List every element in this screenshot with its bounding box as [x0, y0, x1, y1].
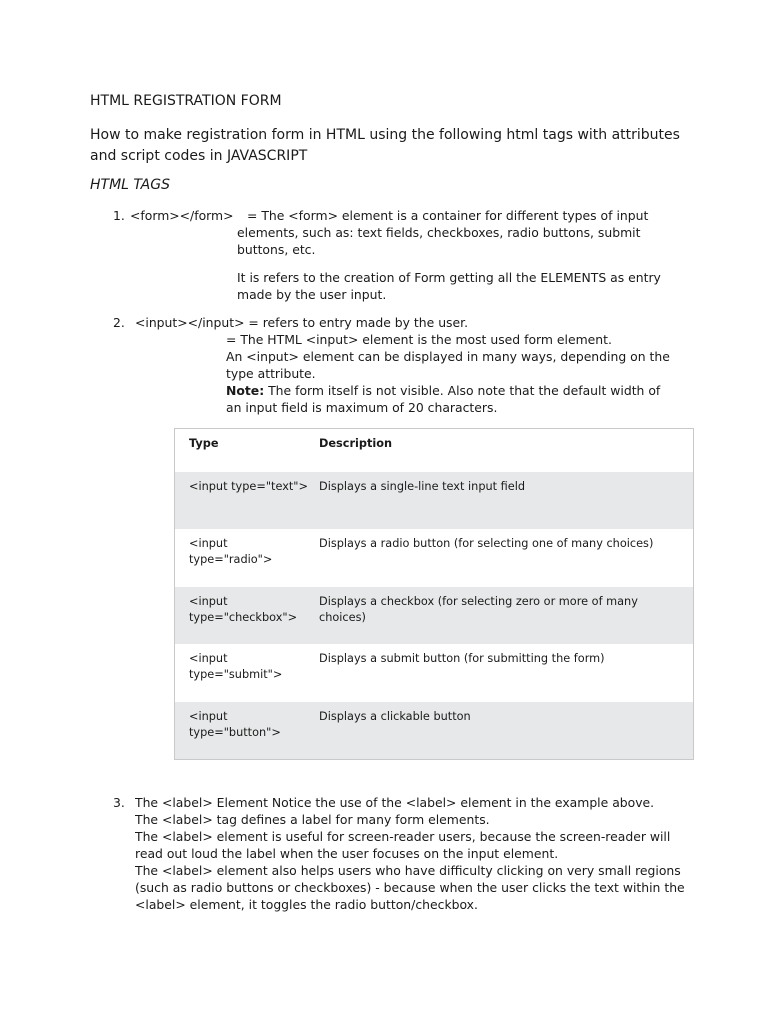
- description-line: The <label> element is useful for screen-reader users, because the screen-reader will read out loud the label when the user focuses on the input element.: [135, 829, 671, 861]
- table-row: [175, 472, 693, 529]
- tag-name: <form></form>: [130, 208, 234, 223]
- description-line: The <label> element also helps users who have difficulty clicking on very small regions (such as radio buttons or checkboxes) - because when the user clicks the text within the <label> element, it toggles the radio button/checkbox.: [135, 863, 685, 912]
- item-heading-line: <input></input> = refers to entry made by the user.: [135, 315, 469, 330]
- type-cell: <input type="text">: [189, 480, 308, 493]
- list-number: 3.: [113, 795, 125, 810]
- description-cell: Displays a clickable button: [319, 710, 471, 723]
- list-number: 2.: [113, 315, 125, 330]
- description-cell: Displays a submit button (for submitting the form): [319, 652, 605, 665]
- description-line: The <label> Element Notice the use of the <label> element in the example above.: [135, 795, 655, 810]
- section-heading: HTML TAGS: [90, 177, 170, 193]
- table-row: [175, 587, 693, 644]
- item-description: [135, 794, 685, 913]
- type-cell: <input type="button">: [189, 710, 281, 739]
- type-cell: <input type="submit">: [189, 652, 283, 681]
- description-cell: Displays a checkbox (for selecting zero or more of many choices): [319, 595, 638, 624]
- list-number: 1.: [113, 208, 125, 223]
- column-header-type: Type: [189, 437, 219, 450]
- page-title: HTML REGISTRATION FORM: [90, 93, 282, 109]
- table-row: [175, 644, 693, 702]
- description-cell: Displays a radio button (for selecting one of many choices): [319, 537, 654, 550]
- description-cell: Displays a single-line text input field: [319, 480, 526, 493]
- description-line: = The HTML <input> element is the most used form element.: [226, 332, 612, 347]
- table-row: [175, 702, 693, 759]
- table-header-row: [175, 429, 693, 472]
- item-description: [226, 331, 676, 416]
- table-row: [175, 529, 693, 587]
- type-cell: <input type="radio">: [189, 537, 273, 566]
- item-description-extra: It is refers to the creation of Form getting all the ELEMENTS as entry made by the user input.: [237, 270, 661, 302]
- note: [226, 382, 676, 416]
- type-cell: <input type="checkbox">: [189, 595, 298, 624]
- description-line: An <input> element can be displayed in many ways, depending on the type attribute.: [226, 349, 670, 381]
- note-text: The form itself is not visible. Also note that the default width of an input field is maximum of 20 characters.: [226, 383, 661, 415]
- note-label: Note:: [226, 383, 265, 398]
- column-header-description: Description: [319, 437, 393, 450]
- item-description: = The <form> element is a container for different types of input elements, such as: text fields, checkboxes, radio buttons, submit buttons, etc.: [237, 208, 649, 257]
- description-line: The <label> tag defines a label for many form elements.: [135, 812, 490, 827]
- input-types-table: [174, 428, 694, 760]
- intro-paragraph: How to make registration form in HTML using the following html tags with attributes and script codes in JAVASCRIPT: [90, 127, 680, 164]
